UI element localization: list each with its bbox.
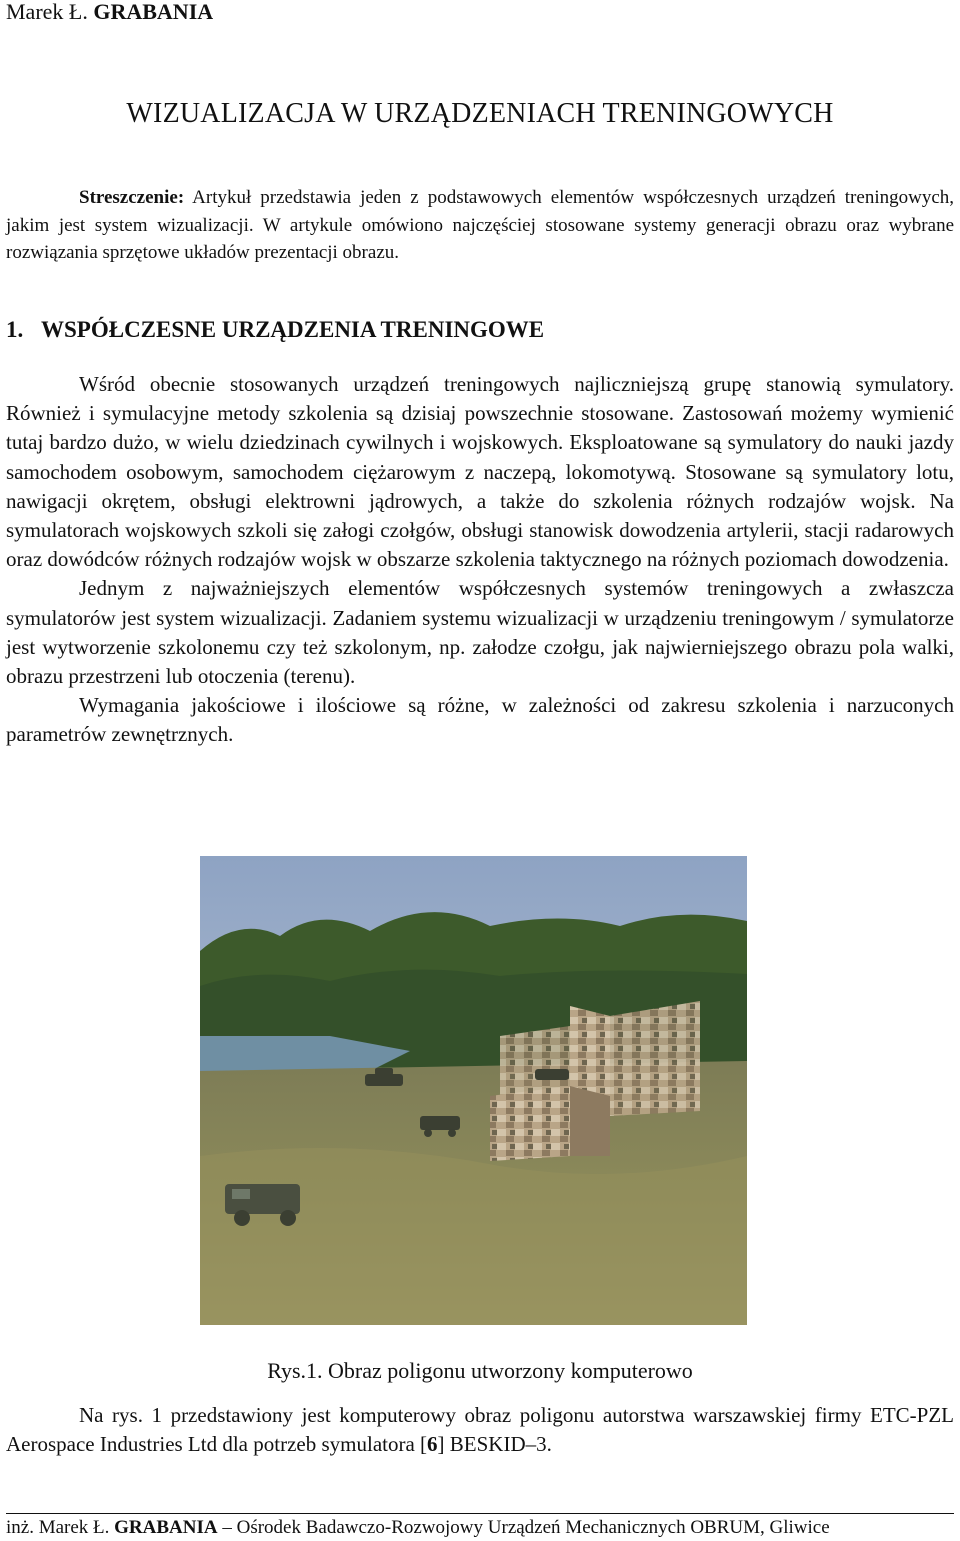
section-title: WSPÓŁCZESNE URZĄDZENIA TRENINGOWE bbox=[41, 317, 545, 342]
paragraph: Jednym z najważniejszych elementów współczesnych systemów treningowych a zwłaszcza symulatorów jest system wizualizacji. Zadaniem systemu wizualizacji w urządzeniu treningowym / symulatorze jest wytworzenie szkolonemu czy też szkolonym, np. załodze czołgu, jak najwierniejszego obrazu pola walki, obrazu przestrzeni lub otoczenia (terenu). bbox=[6, 576, 954, 689]
abstract-text: Artykuł przedstawia jeden z podstawowych elementów współczesnych urządzeń treningowych, jakim jest system wizualizacji. W artykule omówiono najczęściej stosowane systemy generacji obrazu oraz wybrane rozwiązania sprzętowe układów prezentacji obrazu. bbox=[6, 187, 955, 263]
running-footer bbox=[6, 1515, 830, 1541]
post-figure-text-end: ] BESKID–3. bbox=[437, 1432, 552, 1457]
header-author-prefix: Marek Ł. bbox=[6, 0, 88, 24]
section-heading bbox=[6, 315, 544, 345]
section-number: 1. bbox=[6, 317, 24, 342]
footer-affiliation: – Ośrodek Badawczo-Rozwojowy Urządzeń Mechanicznych OBRUM, Gliwice bbox=[222, 1517, 830, 1538]
citation-ref: 6 bbox=[427, 1432, 438, 1457]
paragraph: Wymagania jakościowe i ilościowe są różne, w zależności od zakresu szkolenia i narzuconych parametrów zewnętrznych. bbox=[6, 693, 954, 747]
abstract bbox=[6, 184, 954, 267]
post-figure-text bbox=[6, 1401, 954, 1459]
terrain-scene-graphic bbox=[200, 856, 747, 1325]
abstract-label: Streszczenie: bbox=[79, 187, 185, 208]
header-author-surname: GRABANIA bbox=[93, 0, 214, 24]
footer-rule bbox=[6, 1513, 954, 1514]
footer-prefix: inż. Marek Ł. bbox=[6, 1517, 110, 1538]
body-text bbox=[6, 370, 954, 750]
figure-caption: Rys.1. Obraz poligonu utworzony komputerowo bbox=[267, 1358, 693, 1383]
paragraph: Wśród obecnie stosowanych urządzeń treningowych najliczniejszą grupę stanowią symulatory. Również i symulacyjne metody szkolenia są dzisiaj powszechnie stosowane. Zastosowań możemy wymienić tutaj bardzo dużo, w wielu dziedzinach cywilnych i wojskowych. Eksploatowane są symulatory do nauki jazdy samochodem osobowym, samochodem ciężarowym z naczepą, lokomotywą. Stosowane są symulatory lotu, nawigacji okrętem, obsługi elektrowni jądrowych, a także do szkolenia różnych rodzajów wojsk. Na symulatorach wojskowych szkoli się załogi czołgów, obsługi stanowisk dowodzenia artylerii, stacji radarowych oraz dowódców różnych rodzajów wojsk w obszarze szkolenia taktycznego na różnych poziomach dowodzenia. bbox=[6, 372, 954, 572]
running-header bbox=[6, 0, 213, 26]
article-title: WIZUALIZACJA W URZĄDZENIACH TRENINGOWYCH bbox=[126, 98, 834, 129]
figure-terrain-image bbox=[200, 856, 747, 1325]
footer-surname: GRABANIA bbox=[114, 1517, 218, 1538]
post-figure-text-start: Na rys. 1 przedstawiony jest komputerowy obraz poligonu autorstwa warszawskiej firmy ETC-PZL Aerospace Industries Ltd dla potrzeb symulatora [ bbox=[6, 1403, 954, 1457]
